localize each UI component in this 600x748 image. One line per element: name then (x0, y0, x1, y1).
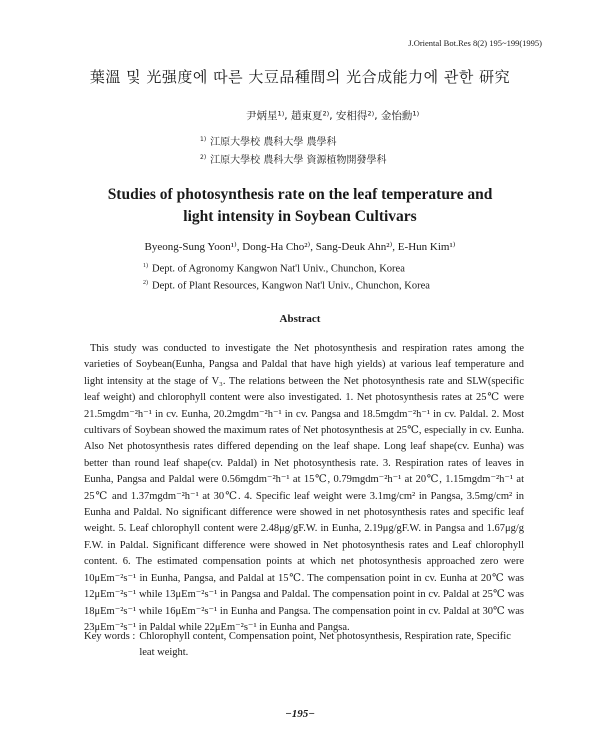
abstract-body: This study was conducted to investigate the Net photosynthesis and respiration rates among the varieties of Soybean(Eunha, Pangsa and Paldal that have high yields) at various leaf temperature and light intensity at the stage of V₃. The relations between the Net photosynthesis rate and SLW(specific leaf weight) and chlorophyll content were also investigated. 1. Net photosynthesis rates at 25℃ were 21.5mgdm⁻²h⁻¹ in cv. Eunha, 20.2mgdm⁻²h⁻¹ in cv. Pangsa and 18.5mgdm⁻²h⁻¹ in cv. Paldal. 2. Most cultivars of Soybean showed the maximum rates of Net photosynthesis at 25℃, especially in cv. Eunha. Also Net photosynthesis rates differed depending on the leaf shape. Long leaf shape(cv. Eunha) was better than round leaf shape(cv. Paldal) in Net photosynthesis rate. 3. Respiration rates of leaves in Eunha, Pangsa and Paldal were 0.56mgdm⁻²h⁻¹ at 15℃, 0.79mgdm⁻²h⁻¹ at 20℃, 1.15mgdm⁻²h⁻¹ at 25℃ and 1.37mgdm⁻²h⁻¹ at 30℃. 4. Specific leaf weight were 3.1mg/cm² in Pangsa, 3.5mg/cm² in Eunha and Paldal. No significant difference were showed in net photosynthesis rates and specific leaf weight. 5. Leaf chlorophyll content were 2.48μg/gF.W. in Eunha, 2.19μg/gF.W. in Pangsa and 1.67μg/g F.W. in Paldal. Significant difference were showed in Net photosynthesis rates and Leaf chlorophyll content. 6. The estimated compensation points at which net photosynthesis approached zero were 10μEm⁻²s⁻¹ in Eunha, Pangsa, and Paldal at 15℃. The compensation point in cv. Eunha at 20℃ was 12μEm⁻²s⁻¹ while 13μEm⁻²s⁻¹ in Pangsa and Paldal. The compensation point in cv. Paldal at 25℃ was 18μEm⁻²s⁻¹ while 16μEm⁻²s⁻¹ in Eunha and Pangsa. The compensation point in cv. Paldal at 30℃ was 23μEm⁻²s⁻¹ in Paldal while 22μEm⁻²s⁻¹ in Eunha and Pangsa. (84, 343, 524, 633)
korean-affiliation-1 (200, 133, 337, 148)
english-affiliation-2-num: 2) (143, 280, 148, 286)
abstract-heading: Abstract (279, 313, 321, 325)
english-title-line-2: light intensity in Soybean Cultivars (183, 208, 417, 225)
english-affiliation-2 (143, 280, 430, 292)
english-title-line-1: Studies of photosynthesis rate on the leaf temperature and (107, 186, 493, 203)
page-number: −195− (285, 708, 315, 720)
english-title (0, 184, 600, 228)
keywords-text: Chlorophyll content, Compensation point, Net photosynthesis, Respiration rate, Specific leat weight. (139, 631, 511, 659)
journal-citation: J.Oriental Bot.Res 8(2) 195~199(1995) (408, 38, 542, 48)
korean-affiliation-2-text: 江原大學校 農科大學 資源植物開發學科 (210, 155, 387, 166)
korean-affiliation-1-num: 1) (200, 135, 207, 143)
korean-authors: 尹炳星¹⁾, 趙東夏²⁾, 安相得²⁾, 金怡勳¹⁾ (246, 110, 420, 122)
keywords (84, 629, 524, 662)
korean-affiliation-1-text: 江原大學校 農科大學 農學科 (210, 137, 337, 148)
english-affiliation-2-text: Dept. of Plant Resources, Kangwon Nat'l Univ., Chunchon, Korea (152, 280, 430, 292)
english-affiliation-1 (143, 263, 405, 275)
korean-title: 葉溫 및 光强度에 따른 大豆品種間의 光合成能力에 관한 研究 (89, 68, 511, 86)
english-affiliation-1-text: Dept. of Agronomy Kangwon Nat'l Univ., Chunchon, Korea (152, 263, 405, 275)
english-authors: Byeong-Sung Yoon¹⁾, Dong-Ha Cho²⁾, Sang-Deuk Ahn²⁾, E-Hun Kim¹⁾ (144, 241, 456, 253)
korean-affiliation-2 (200, 151, 387, 166)
korean-affiliation-2-num: 2) (200, 153, 207, 161)
english-affiliation-1-num: 1) (143, 263, 148, 269)
keywords-label: Key words : (84, 631, 136, 642)
